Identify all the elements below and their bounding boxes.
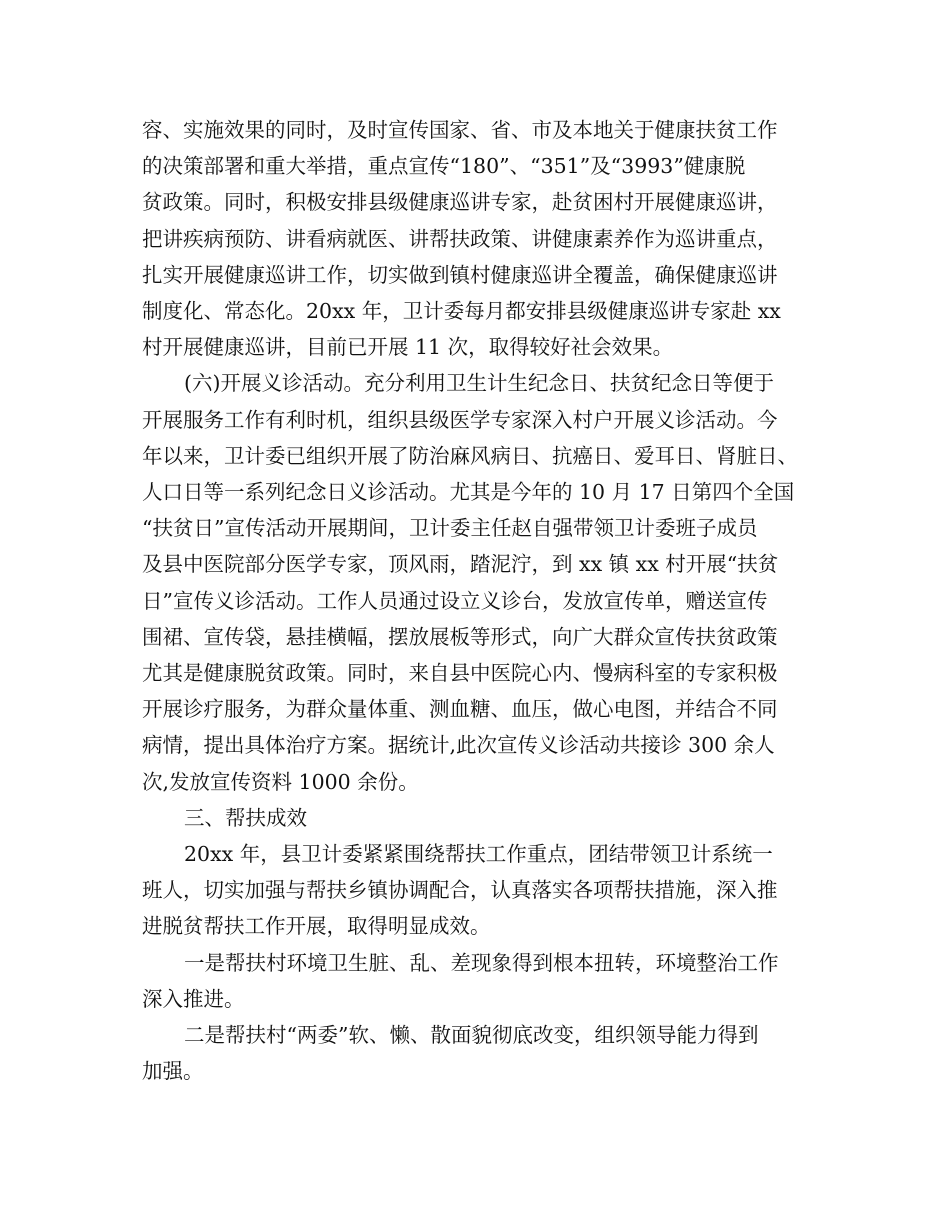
- text-line: “扶贫日”宣传活动开展期间，卫计委主任赵自强带领卫计委班子成员: [142, 516, 758, 541]
- text-line: 围裙、宣传袋，悬挂横幅，摆放展板等形式，向广大群众宣传扶贫政策: [142, 624, 778, 649]
- paragraph-health-lecture: [142, 112, 832, 365]
- text-line: (六)开展义诊活动。充分利用卫生计生纪念日、扶贫纪念日等便于: [184, 371, 774, 396]
- text-line: 进脱贫帮扶工作开展，取得明显成效。: [142, 914, 491, 939]
- paragraph-free-clinic: [142, 365, 832, 799]
- paragraph-result-two: [142, 1017, 832, 1089]
- text-line: 一是帮扶村环境卫生脏、乱、差现象得到根本扭转，环境整治工作: [184, 950, 779, 975]
- text-line: 的决策部署和重大举措，重点宣传“180”、“351”及“3993”健康脱: [142, 154, 746, 179]
- text-line: 20xx 年，县卫计委紧紧围绕帮扶工作重点，团结带领卫计系统一: [184, 842, 773, 867]
- text-line: 班人，切实加强与帮扶乡镇协调配合，认真落实各项帮扶措施，深入推: [142, 878, 778, 903]
- text-line: 开展诊疗服务，为群众量体重、测血糖、血压，做心电图，并结合不同: [142, 697, 778, 722]
- text-line: 把讲疾病预防、讲看病就医、讲帮扶政策、讲健康素养作为巡讲重点，: [142, 226, 778, 251]
- heading-text: 三、帮扶成效: [184, 805, 307, 830]
- text-line: 深入推进。: [142, 986, 245, 1011]
- text-line: 病情，提出具体治疗方案。据统计,此次宣传义诊活动共接诊 300 余人: [142, 733, 775, 758]
- text-line: 加强。: [142, 1059, 204, 1084]
- text-line: 村开展健康巡讲，目前已开展 11 次，取得较好社会效果。: [142, 335, 674, 360]
- text-line: 开展服务工作有利时机，组织县级医学专家深入村户开展义诊活动。今: [142, 407, 778, 432]
- paragraph-results-intro: [142, 836, 832, 945]
- text-line: 容、实施效果的同时，及时宣传国家、省、市及本地关于健康扶贫工作: [142, 118, 778, 142]
- text-line: 日”宣传义诊活动。工作人员通过设立义诊台，发放宣传单，赠送宣传: [142, 588, 768, 613]
- text-line: 年以来，卫计委已组织开展了防治麻风病日、抗癌日、爱耳日、肾脏日、: [142, 443, 798, 468]
- text-line: 贫政策。同时，积极安排县级健康巡讲专家，赴贫困村开展健康巡讲，: [142, 190, 778, 215]
- paragraph-result-one: [142, 945, 832, 1017]
- text-line: 人口日等一系列纪念日义诊活动。尤其是今年的 10 月 17 日第四个全国: [142, 480, 795, 505]
- text-line: 尤其是健康脱贫政策。同时，来自县中医院心内、慢病科室的专家积极: [142, 661, 778, 686]
- text-line: 扎实开展健康巡讲工作，切实做到镇村健康巡讲全覆盖，确保健康巡讲: [142, 262, 778, 287]
- section-heading: [142, 800, 832, 836]
- text-line: 二是帮扶村“两委”软、懒、散面貌彻底改变，组织领导能力得到: [184, 1023, 759, 1048]
- text-line: 及县中医院部分医学专家，顶风雨，踏泥泞，到 xx 镇 xx 村开展“扶贫: [142, 552, 779, 577]
- document-body: [142, 112, 832, 1089]
- text-line: 次,发放宣传资料 1000 余份。: [142, 769, 419, 794]
- text-line: 制度化、常态化。20xx 年，卫计委每月都安排县级健康巡讲专家赴 xx: [142, 299, 781, 324]
